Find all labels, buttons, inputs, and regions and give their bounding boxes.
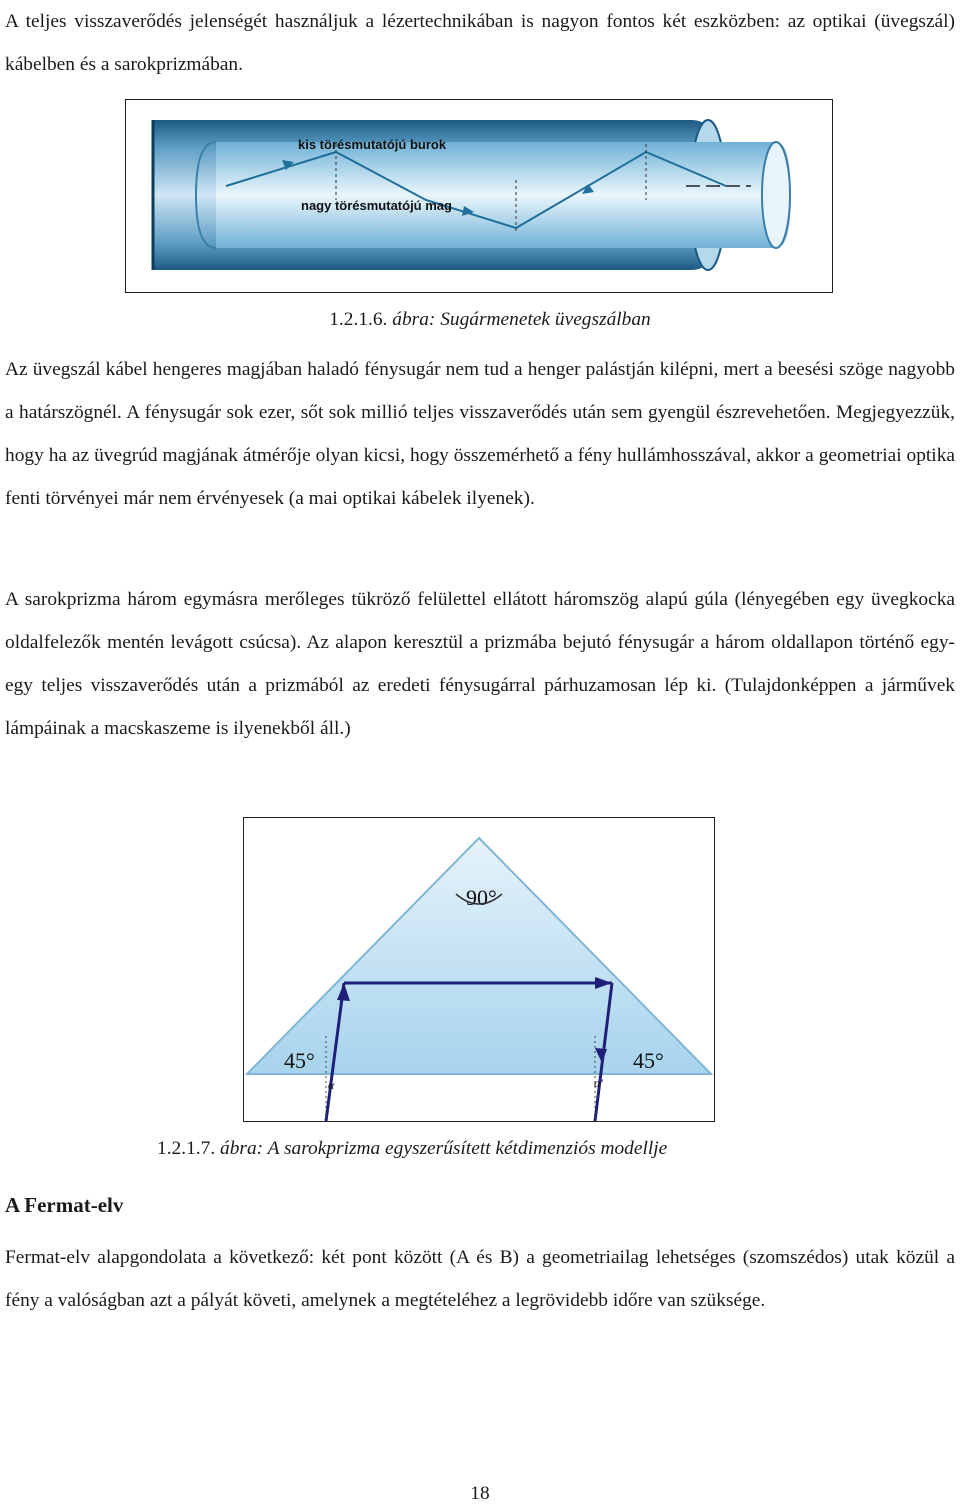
fiber-optic-figure	[125, 99, 833, 293]
corner-prism-diagram	[244, 818, 714, 1121]
caption-title: ábra: A sarokprizma egyszerűsített kétdimenziós modellje	[220, 1138, 668, 1159]
fiber-figure-caption	[0, 309, 960, 331]
alpha-right-label: α'	[594, 1076, 603, 1090]
fermat-paragraph	[5, 1236, 955, 1322]
left-angle-label: 45°	[284, 1048, 315, 1073]
fiber-text: Az üvegszál kábel hengeres magjában haladó fénysugár nem tud a henger palástján kilépni, mert a beesési szöge nagyobb a határszögnél. A fénysugár sok ezer, sőt sok millió teljes visszaverődés után sem gyengül észrevehetően. Megjegyezzük, hogy ha az üvegrúd magjának átmérője olyan kicsi, hogy összemérhető a fény hullámhosszával, akkor a geometriai optika fenti törvényei már nem érvényesek (a mai optikai kábelek ilyenek).	[5, 359, 955, 509]
caption-number: 1.2.1.6.	[329, 309, 388, 330]
alpha-left-label: α	[328, 1078, 335, 1092]
core-shape	[216, 142, 791, 248]
core-end-face	[762, 142, 790, 248]
prism-text: A sarokprizma három egymásra merőleges tükröző felülettel ellátott háromszög alapú gúla (lényegében egy üvegkocka oldalfelezők mentén levágott csúcsa). Az alapon keresztül a prizmába bejutó fénysugár a három oldallapon történő egy-egy teljes visszaverődés után a prizmából az eredeti fénysugárral párhuzamosan lép ki. (Tulajdonképpen a járművek lámpáinak a macskaszeme is ilyenekből áll.)	[5, 589, 955, 739]
label-core: nagy törésmutatójú mag	[301, 198, 452, 213]
section-heading: A Fermat-elv	[5, 1193, 124, 1217]
page-number: 18	[470, 1483, 490, 1504]
intro-paragraph	[5, 0, 955, 86]
corner-prism-figure	[243, 817, 715, 1122]
prism-figure-caption	[157, 1138, 667, 1160]
fiber-optic-diagram	[126, 100, 832, 292]
caption-title: ábra: Sugármenetek üvegszálban	[392, 309, 651, 330]
fiber-paragraph	[5, 348, 955, 520]
intro-text: A teljes visszaverődés jelenségét használjuk a lézertechnikában is nagyon fontos két eszközben: az optikai (üvegszál) kábelben és a sarokprizmában.	[5, 11, 955, 75]
label-cladding: kis törésmutatójú burok	[298, 137, 447, 152]
prism-triangle	[247, 838, 711, 1074]
caption-number: 1.2.1.7.	[157, 1138, 216, 1159]
apex-angle-label: 90°	[466, 885, 497, 910]
right-angle-label: 45°	[633, 1048, 664, 1073]
fermat-text: Fermat-elv alapgondolata a következő: két pont között (A és B) a geometriailag lehetséges (szomszédos) utak közül a fény a valóságban azt a pályát követi, amelynek a megtételéhez a legrövidebb időre van szüksége.	[5, 1247, 955, 1311]
prism-paragraph	[5, 578, 955, 750]
